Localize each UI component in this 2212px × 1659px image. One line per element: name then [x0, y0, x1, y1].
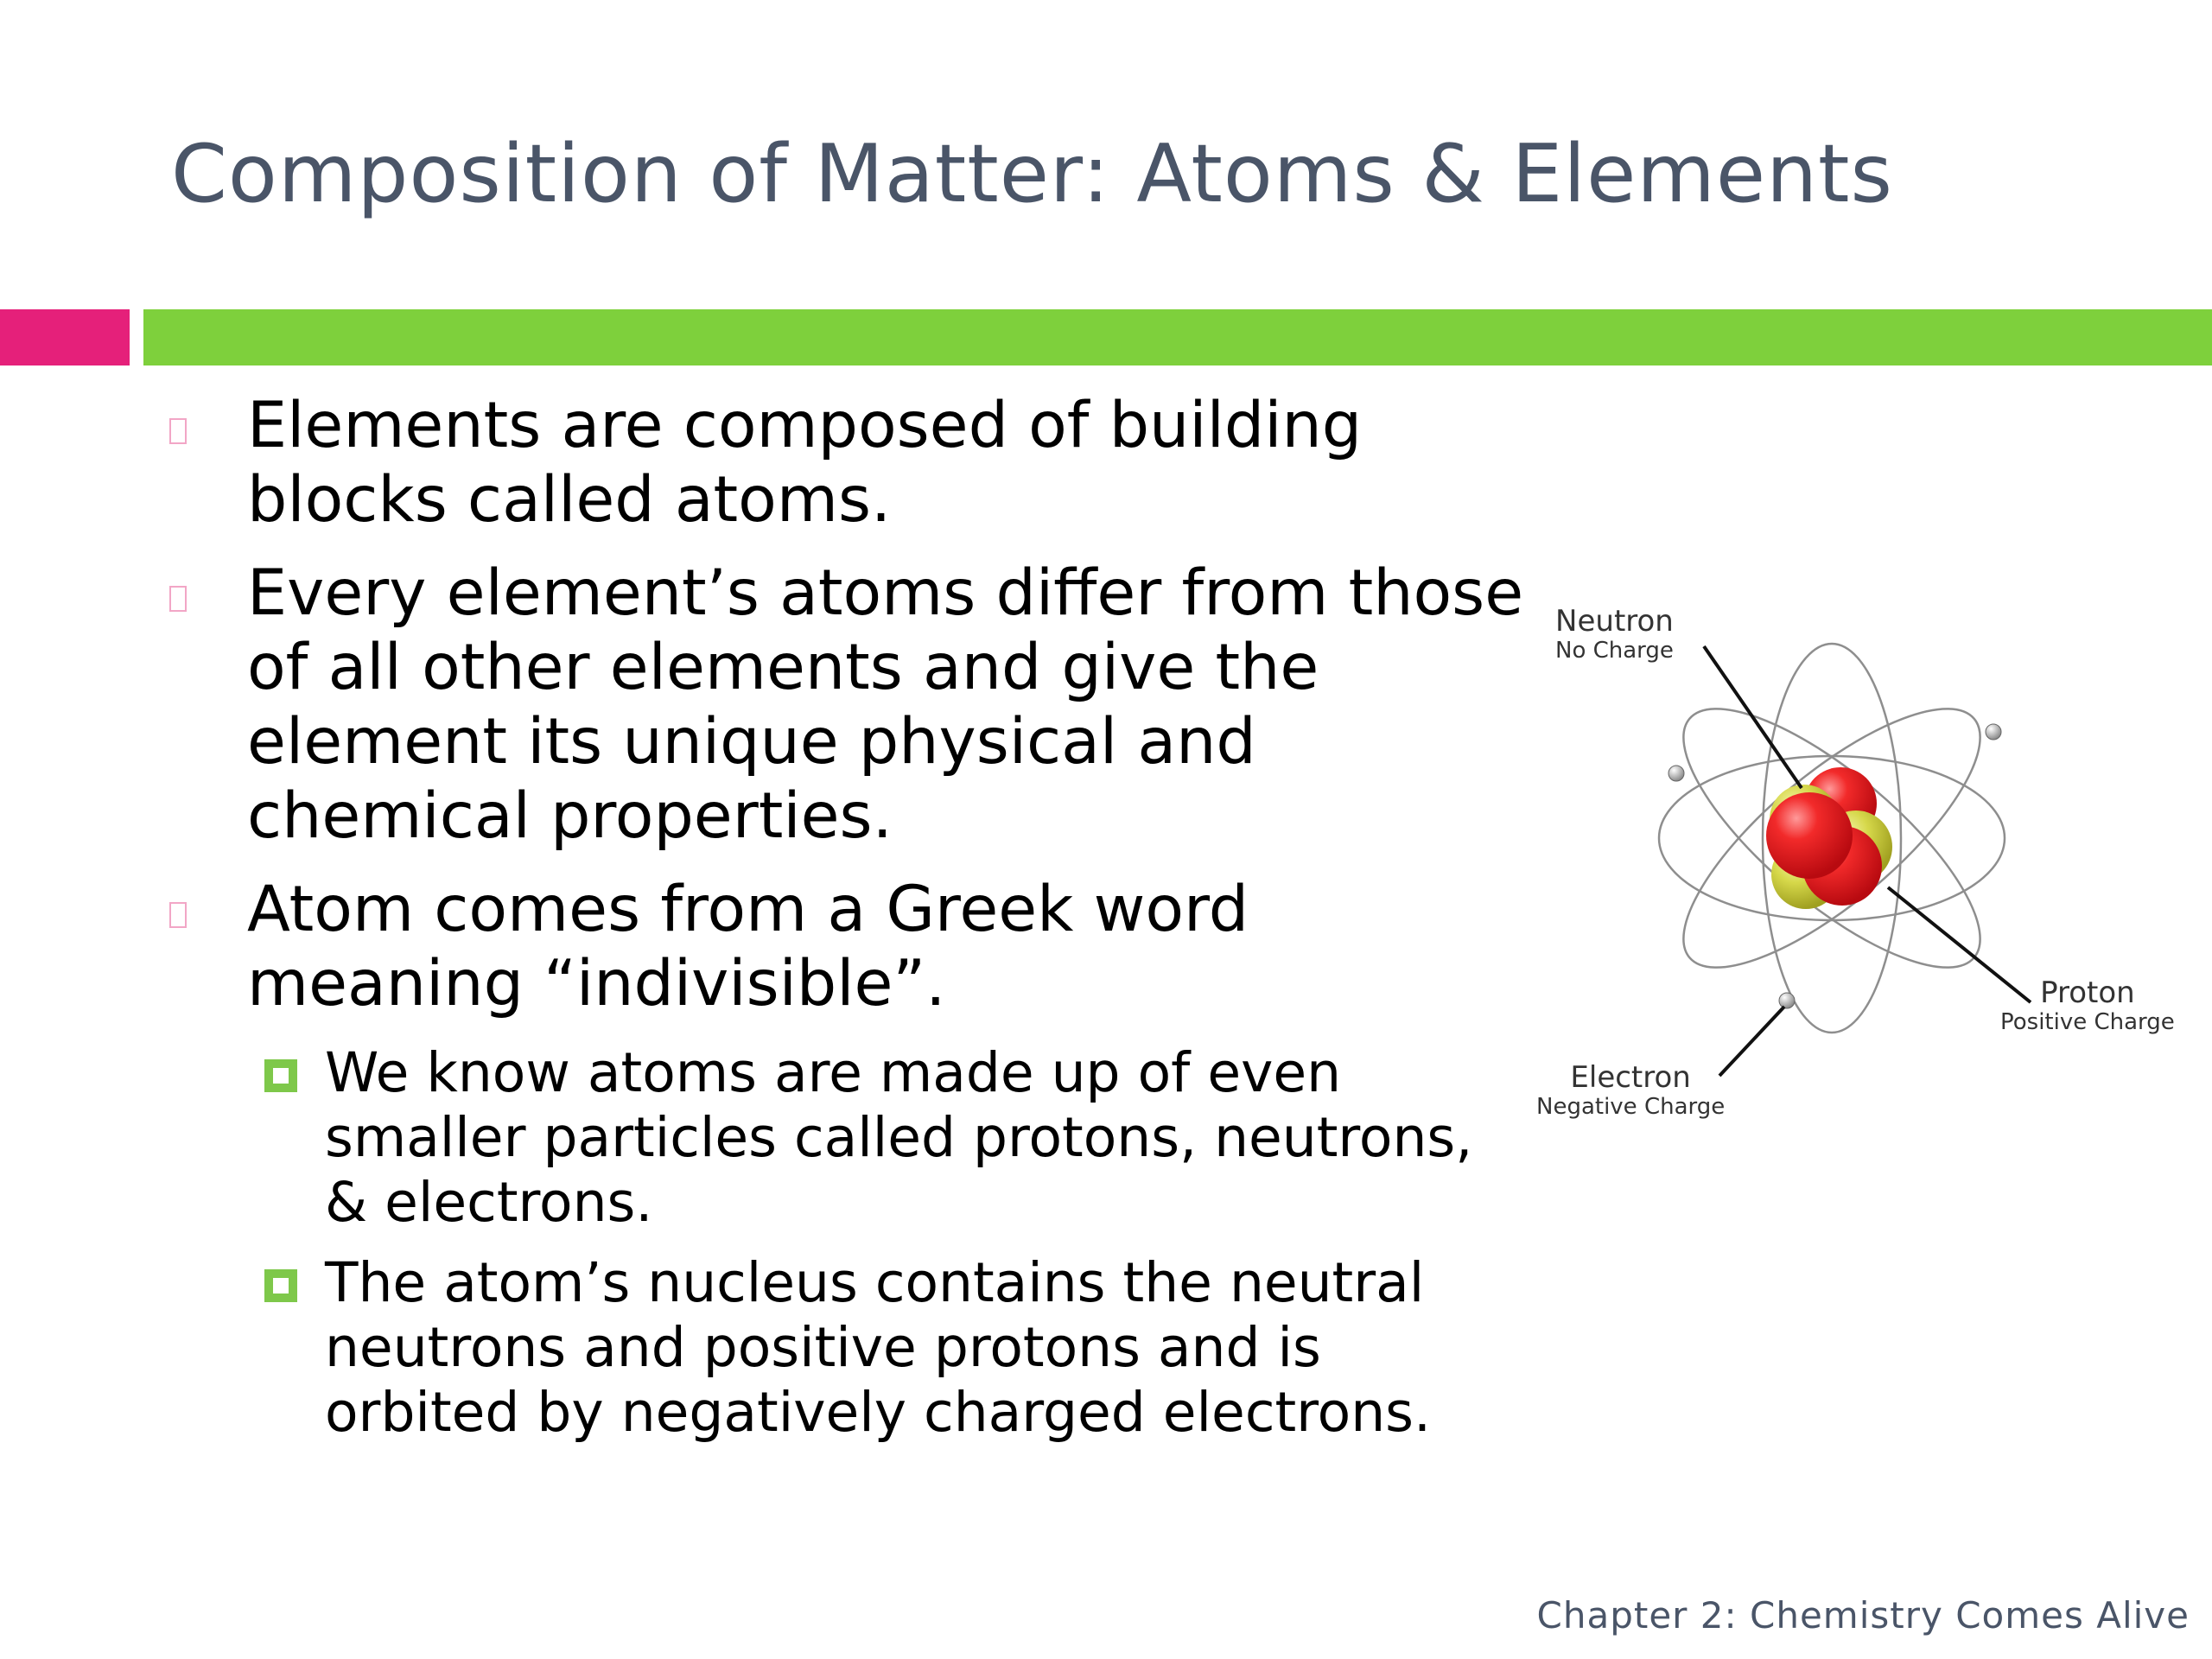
bullet-text: Every element’s atoms differ from those of all other elements and give the element its unique physical and chemical properties.	[247, 556, 1524, 853]
nucleus	[1766, 767, 1892, 909]
electron-dot	[1779, 993, 1795, 1008]
bullet-item	[161, 873, 1526, 1021]
bullet-text: Atom comes from a Greek word meaning “indivisible”.	[247, 873, 1249, 1020]
bullet-marker-icon	[169, 902, 187, 928]
accent-bar-pink	[0, 309, 130, 365]
bullet-marker-icon	[169, 418, 187, 444]
bullet-marker-icon	[169, 586, 187, 612]
bullet-item	[161, 389, 1526, 537]
electron-dot	[1669, 766, 1684, 781]
bullet-text: Elements are composed of building blocks called atoms.	[247, 389, 1363, 537]
slide-title: Composition of Matter: Atoms & Elements	[171, 127, 1893, 220]
proton-label: Proton Positive Charge	[2000, 976, 2175, 1035]
neutron-label: Neutron No Charge	[1555, 604, 1674, 664]
sub-bullet-text: The atom’s nucleus contains the neutral neutrons and positive protons and is orbited by negatively charged electrons.	[325, 1251, 1431, 1444]
electron-label: Electron Negative Charge	[1536, 1060, 1726, 1120]
accent-bar-green	[143, 309, 2212, 365]
electron-dot	[1986, 724, 2001, 740]
proton-ball	[1766, 792, 1853, 879]
sub-bullet-text: We know atoms are made up of even smaller particles called protons, neutrons, & electrons.	[325, 1041, 1473, 1234]
slide-footer: Chapter 2: Chemistry Comes Alive	[1536, 1594, 2190, 1637]
electron-pointer	[1719, 1007, 1784, 1076]
square-bullet-icon	[264, 1269, 297, 1302]
sub-bullet-item	[264, 1040, 1526, 1235]
bullet-item	[161, 556, 1526, 854]
neutron-pointer	[1704, 646, 1802, 788]
square-bullet-icon	[264, 1059, 297, 1092]
atom-diagram	[1521, 596, 2195, 1149]
sub-bullet-item	[264, 1250, 1526, 1445]
bullet-list	[161, 389, 1526, 1460]
